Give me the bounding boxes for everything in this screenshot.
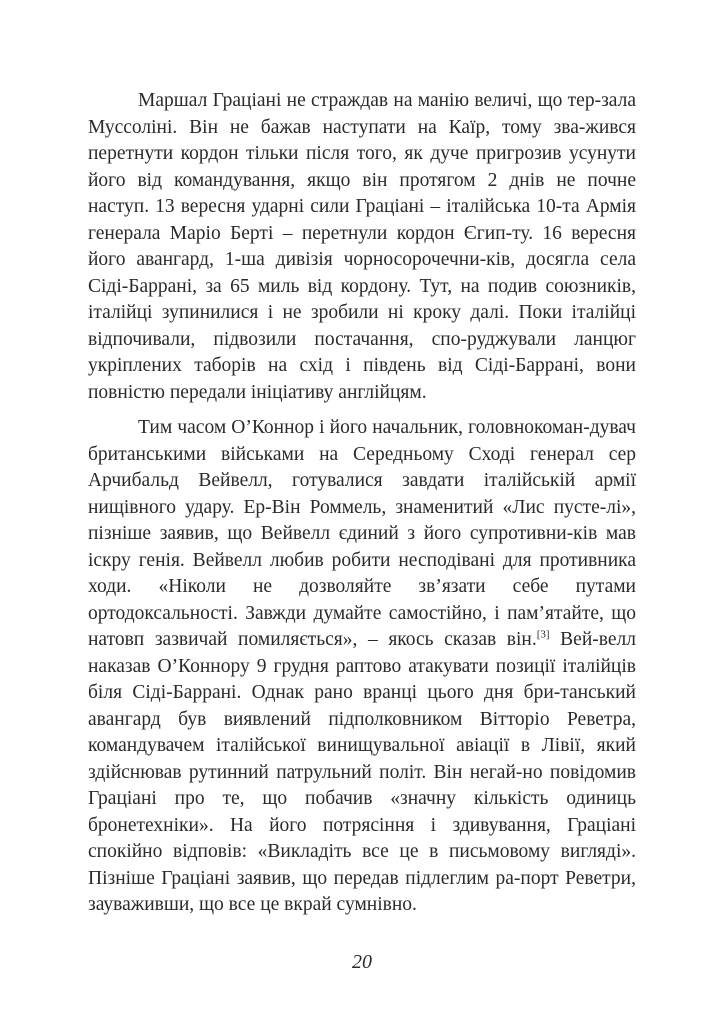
paragraph-2-text-after: Вей-велл наказав О’Коннору 9 грудня раптово атакувати позиції італійців біля Сіді-Баррані. Однак рано вранці цього дня бри-танський авангард був виявлений підполковником Вітторіо Реветра, командувачем італійської винищувальної авіації в Лівії, який здійснював рутинний патрульний політ. Він негай-но повідомив Граціані про те, що побачив «значну кількість одиниць бронетехніки». На його потрясіння і здивування, Граціані спокійно відповів: «Викладіть все це в письмовому вигляді». Пізніше Граціані заявив, що передав підлеглим ра-порт Реветри, зауваживши, що все це вкрай сумнівно. [88, 629, 636, 915]
page-number: 20 [352, 951, 372, 973]
paragraph-1: Маршал Граціані не страждав на манію величі, що тер-зала Муссоліні. Він не бажав наступати на Каїр, тому зва-жився перетнути кордон тільки після того, як дуче пригрозив усунути його від командування, якщо він протягом 2 днів не почне наступ. 13 вересня ударні сили Граціані – італійська 10-та Армія генерала Маріо Берті – перетнули кордон Єгип-ту. 16 вересня його авангард, 1-ша дивізія чорносорочечни-ків, досягла села Сіді-Баррані, за 65 миль від кордону. Тут, на подив союзників, італійці зупинилися і не зробили ні кроку далі. Поки італійці відпочивали, підвозили постачання, спо-руджували ланцюг укріплених таборів на схід і південь від Сіді-Баррані, вони повністю передали ініціативу англійцям. [88, 90, 636, 403]
paragraph-2 [88, 415, 636, 919]
page-body [88, 88, 636, 919]
paragraph-2-text-before: Тим часом О’Коннор і його начальник, головнокоман-дувач британськими військами на Середньому Сході генерал сер Арчибальд Вейвелл, готувалися завдати італійській армії нищівного удару. Ер-Він Роммель, знаменитий «Лис пусте-лі», пізніше заявив, що Вейвелл єдиний з його супротивни-ків мав іскру генія. Вейвелл любив робити несподівані для противника ходи. «Ніколи не дозволяйте зв’язати себе путами ортодоксальності. Завжди думайте самостійно, і пам’ятайте, що натовп зазвичай помиляється», – якось сказав він. [88, 417, 636, 650]
footnote-reference[interactable]: [3] [536, 628, 550, 641]
